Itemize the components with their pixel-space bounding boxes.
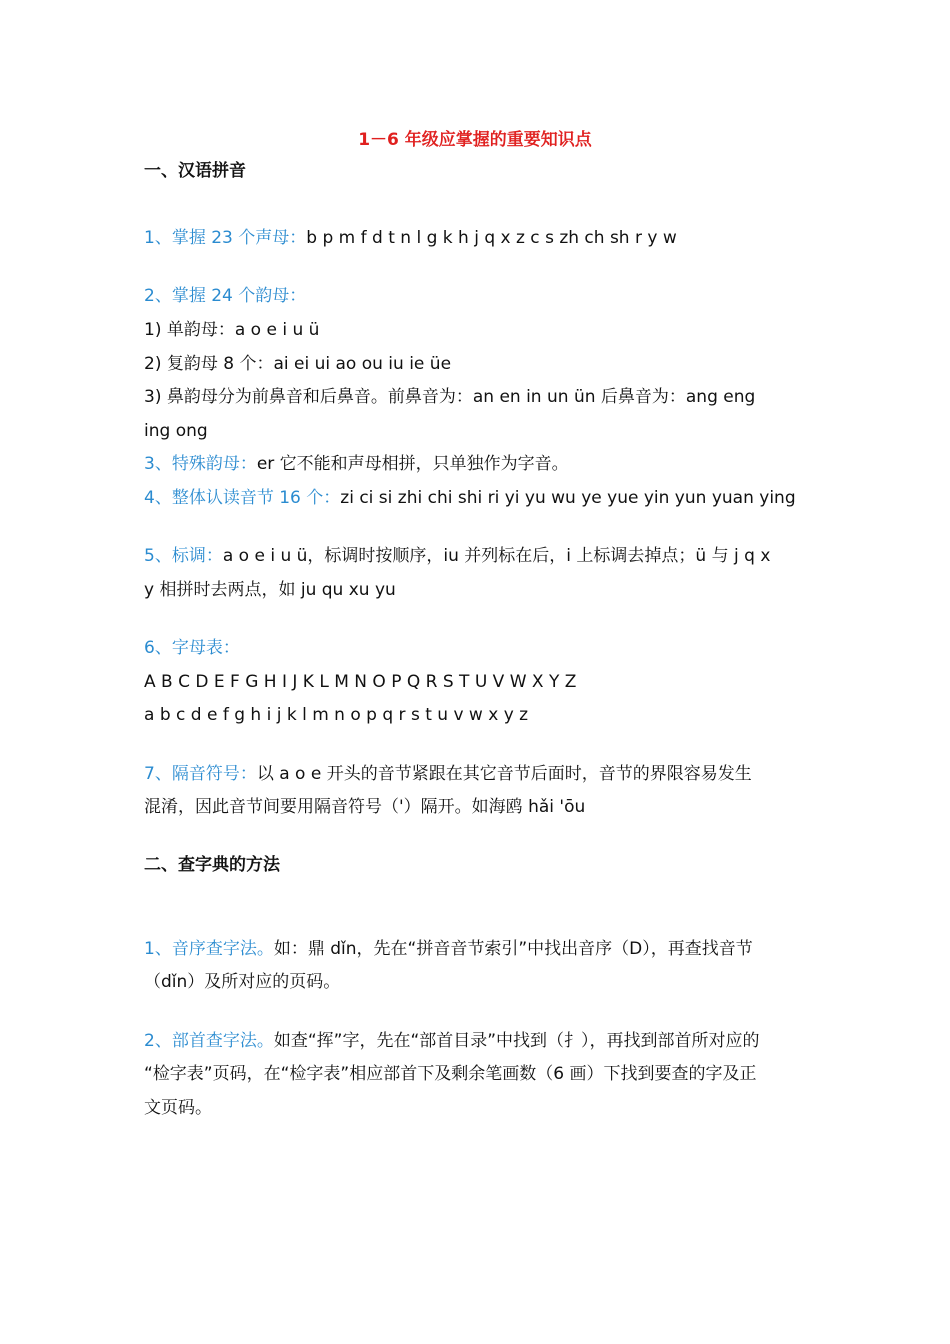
dictionary-item-2-text-1: 如查“挥”字，先在“部首目录”中找到（扌），再找到部首所对应的	[273, 1031, 760, 1051]
pinyin-item-3-label: 3、特殊韵母：	[144, 454, 257, 474]
pinyin-item-5-text-1: a o e i u ü，标调时按顺序，iu 并列标在后，i 上标调去掉点；ü 与 j q x	[222, 546, 771, 566]
pinyin-item-2	[144, 284, 306, 308]
pinyin-item-7-text-1: 以 a o e 开头的音节紧跟在其它音节后面时，音节的界限容易发生	[256, 764, 752, 784]
pinyin-item-7-line-1	[144, 762, 752, 786]
alphabet-lowercase: a b c d e f g h i j k l m n o p q r s t u v w x y z	[144, 705, 529, 725]
pinyin-item-6-label: 6、字母表：	[144, 638, 240, 658]
dictionary-item-2-label: 2、部首查字法。	[144, 1031, 274, 1051]
pinyin-sub-2: 2) 复韵母 8 个：ai ei ui ao ou iu ie üe	[144, 354, 452, 374]
pinyin-item-7-label: 7、隔音符号：	[144, 764, 257, 784]
pinyin-item-1	[144, 226, 677, 250]
pinyin-item-4-label: 4、整体认读音节 16 个：	[144, 488, 341, 508]
pinyin-sub-3-line-2: ing ong	[144, 421, 208, 441]
dictionary-item-2-line-2: “检字表”页码，在“检字表”相应部首下及剩余笔画数（6 画）下找到要查的字及正	[144, 1064, 757, 1084]
pinyin-sub-1: 1) 单韵母：a o e i u ü	[144, 320, 320, 340]
dictionary-item-1-line-1	[144, 937, 753, 961]
pinyin-item-1-label: 1、掌握 23 个声母：	[144, 228, 307, 248]
pinyin-item-2-label: 2、掌握 24 个韵母：	[144, 286, 307, 306]
dictionary-item-1-text-1: 如：鼎 dǐn，先在“拼音音节索引”中找出音序（D），再查找音节	[273, 939, 753, 959]
alphabet-uppercase: A B C D E F G H I J K L M N O P Q R S T U V W X Y Z	[144, 672, 577, 692]
pinyin-item-4	[144, 486, 796, 510]
pinyin-item-5-line-1	[144, 544, 770, 568]
pinyin-item-3-text: er 它不能和声母相拼，只单独作为字音。	[256, 454, 569, 474]
section-heading-pinyin: 一、汉语拼音	[144, 161, 246, 181]
document-title: 1－6 年级应掌握的重要知识点	[358, 130, 592, 150]
pinyin-item-6	[144, 636, 240, 660]
pinyin-item-5-line-2: y 相拼时去两点，如 ju qu xu yu	[144, 580, 396, 600]
pinyin-item-1-text: b p m f d t n l g k h j q x z c s zh ch sh r y w	[306, 228, 677, 248]
pinyin-item-5-label: 5、标调：	[144, 546, 223, 566]
pinyin-item-3	[144, 452, 569, 476]
pinyin-item-7-line-2: 混淆，因此音节间要用隔音符号（'）隔开。如海鸥 hǎi 'ōu	[144, 797, 586, 817]
section-heading-dictionary: 二、查字典的方法	[144, 855, 280, 875]
dictionary-item-1-line-2: （dǐn）及所对应的页码。	[144, 972, 341, 992]
dictionary-item-1-label: 1、音序查字法。	[144, 939, 274, 959]
dictionary-item-2-line-1	[144, 1029, 760, 1053]
pinyin-item-4-text: zi ci si zhi chi shi ri yi yu wu ye yue yin yun yuan ying	[340, 488, 796, 508]
pinyin-sub-3-line-1: 3) 鼻韵母分为前鼻音和后鼻音。前鼻音为：an en in un ün 后鼻音为：ang eng	[144, 387, 756, 407]
dictionary-item-2-line-3: 文页码。	[144, 1098, 212, 1118]
